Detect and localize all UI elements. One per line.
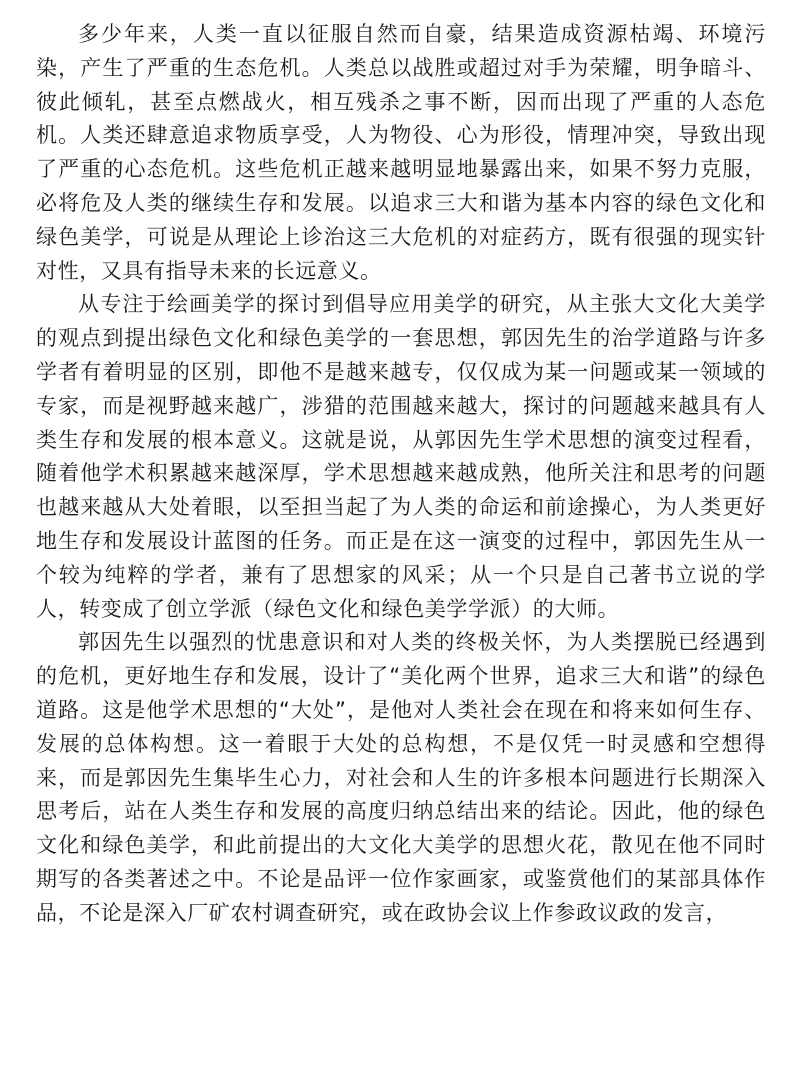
paragraph-1: 多少年来，人类一直以征服自然而自豪，结果造成资源枯竭、环境污染，产生了严重的生态危机。人类总以战胜或超过对手为荣耀，明争暗斗、彼此倾轧，甚至点燃战火，相互残杀之事不断，因而出现了严重的人态危机。人类还肆意追求物质享受，人为物役、心为形役，情理冲突，导致出现了严重的心态危机。这些危机正越来越明显地暴露出来，如果不努力克服，必将危及人类的继续生存和发展。以追求三大和谐为基本内容的绿色文化和绿色美学，可说是从理论上诊治这三大危机的对症药方，既有很强的现实针对性，又具有指导未来的长远意义。	[36, 22, 766, 283]
paragraph-3: 郭因先生以强烈的忧患意识和对人类的终极关怀，为人类摆脱已经遇到的危机，更好地生存和发展，设计了“美化两个世界，追求三大和谐”的绿色道路。这是他学术思想的“大处”，是他对人类社会在现在和将来如何生存、发展的总体构想。这一着眼于大处的总构想，不是仅凭一时灵感和空想得来，而是郭因先生集毕生心力，对社会和人生的许多根本问题进行长期深入思考后，站在人类生存和发展的高度归纳总结出来的结论。因此，他的绿色文化和绿色美学，和此前提出的大文化大美学的思想火花，散见在他不同时期写的各类著述之中。不论是品评一位作家画家，或鉴赏他们的某部具体作品，不论是深入厂矿农村调查研究，或在政协会议上作参政议政的发言，	[36, 630, 766, 925]
document-page	[36, 18, 766, 931]
paragraph-2: 从专注于绘画美学的探讨到倡导应用美学的研究，从主张大文化大美学的观点到提出绿色文化和绿色美学的一套思想，郭因先生的治学道路与许多学者有着明显的区别，即他不是越来越专，仅仅成为某一问题或某一领域的专家，而是视野越来越广，涉猎的范围越来越大，探讨的问题越来越具有人类生存和发展的根本意义。这就是说，从郭因先生学术思想的演变过程看，随着他学术积累越来越深厚，学术思想越来越成熟，他所关注和思考的问题也越来越从大处着眼，以至担当起了为人类的命运和前途操心，为人类更好地生存和发展设计蓝图的任务。而正是在这一演变的过程中，郭因先生从一个较为纯粹的学者，兼有了思想家的风采；从一个只是自己著书立说的学人，转变成了创立学派（绿色文化和绿色美学学派）的大师。	[36, 292, 766, 621]
